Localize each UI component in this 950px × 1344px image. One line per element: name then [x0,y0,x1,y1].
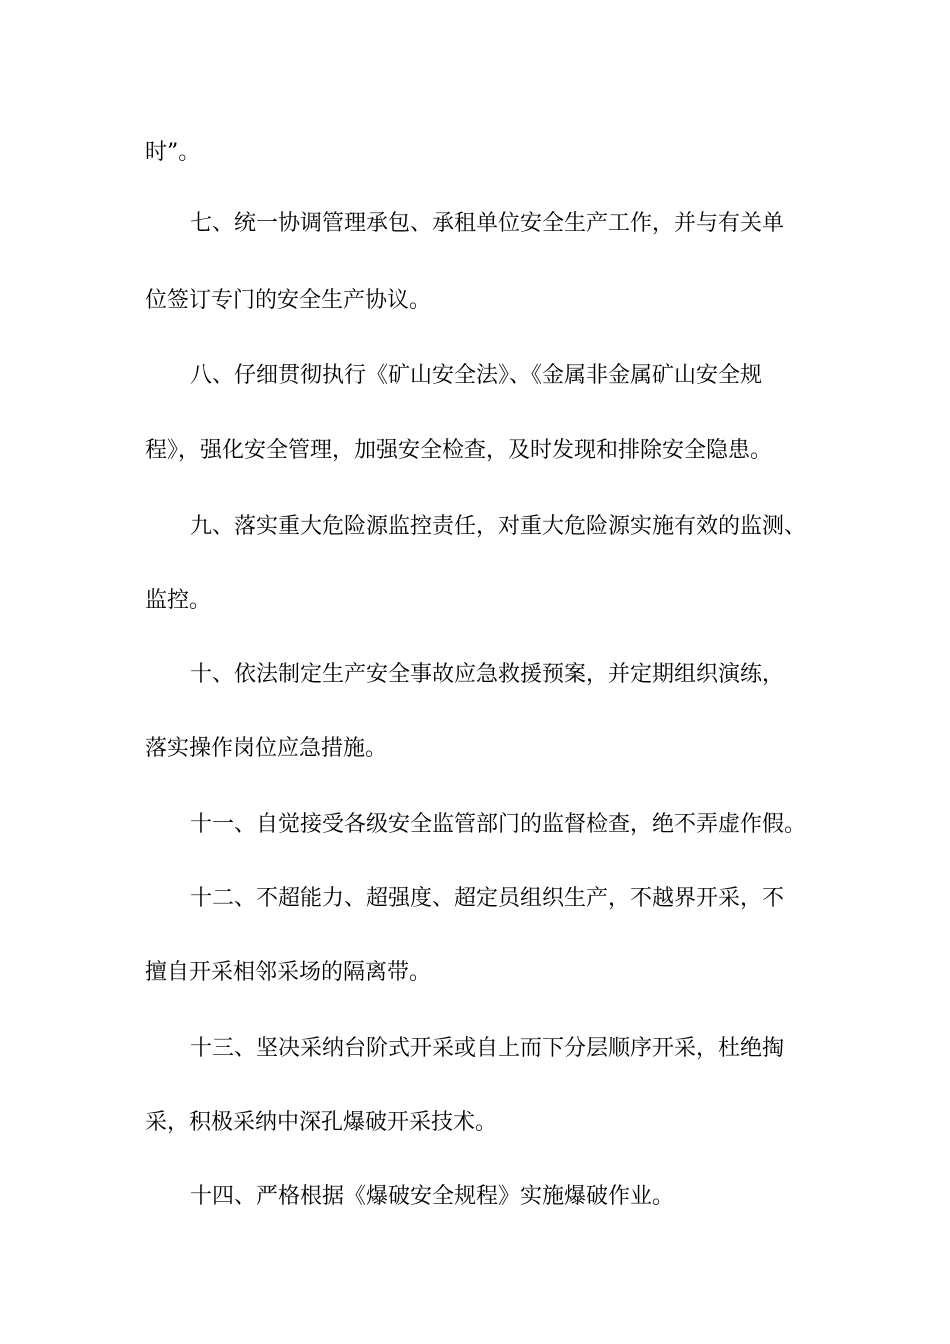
text-line-7: 监控。 [145,588,212,613]
text-line-10: 十一、自觉接受各级安全监管部门的监督检查，绝不弄虚作假。 [190,812,807,837]
text-line-6: 九、落实重大危险源监控责任，对重大危险源实施有效的监测、 [190,514,807,539]
text-line-5: 程》，强化安全管理，加强安全检查，及时发现和排除安全隐患。 [145,438,773,463]
text-line-15: 十四、严格根据《爆破安全规程》实施爆破作业。 [190,1184,675,1209]
text-line-8: 十、依法制定生产安全事故应急救援预案，并定期组织演练， [190,662,785,687]
text-line-13: 十三、坚决采纳台阶式开采或自上而下分层顺序开采，杜绝掏 [190,1036,785,1061]
text-line-11: 十二、不超能力、超强度、超定员组织生产，不越界开采，不 [190,886,785,911]
text-line-9: 落实操作岗位应急措施。 [145,736,388,761]
text-line-14: 采，积极采纳中深孔爆破开采技术。 [145,1110,498,1135]
text-line-1: 时”。 [145,140,201,165]
text-line-3: 位签订专门的安全生产协议。 [145,288,432,313]
text-line-2: 七、统一协调管理承包、承租单位安全生产工作，并与有关单 [190,211,785,236]
text-line-12: 擅自开采相邻采场的隔离带。 [145,960,432,985]
text-line-4: 八、仔细贯彻执行《矿山安全法》、《金属非金属矿山安全规 [190,363,763,388]
